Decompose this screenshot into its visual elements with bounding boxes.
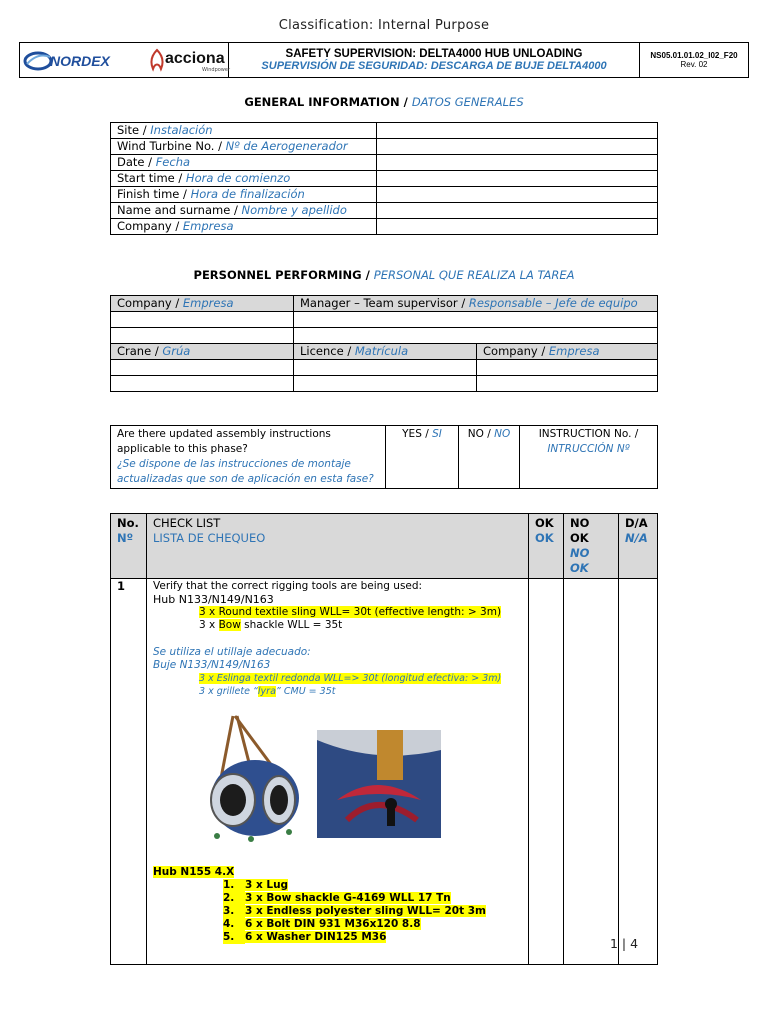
- personnel-title: [0, 268, 768, 282]
- general-info-label-es: Empresa: [182, 219, 234, 233]
- general-info-row: [111, 123, 658, 139]
- general-info-title: [0, 95, 768, 109]
- col-nook-header: NO OK NO OK: [564, 514, 619, 579]
- general-info-row: [111, 155, 658, 171]
- manager-entry-1[interactable]: [294, 312, 658, 328]
- item-sling-en: 3 x Round textile sling WLL= 30t (effective length: > 3m): [199, 606, 502, 618]
- general-info-label-es: Fecha: [155, 155, 191, 169]
- acciona-logo-text: acciona: [165, 50, 225, 67]
- n155-item-text: 3 x Lug: [245, 879, 289, 891]
- personnel-title-en: PERSONNEL PERFORMING /: [193, 268, 370, 282]
- n155-list-item: [153, 879, 522, 892]
- general-info-table: [110, 122, 658, 235]
- company-entry-1[interactable]: [111, 312, 294, 328]
- general-info-row: [111, 203, 658, 219]
- item-nook-cell[interactable]: [564, 579, 619, 965]
- general-info-title-en: GENERAL INFORMATION /: [244, 95, 408, 109]
- assembly-question-es: ¿Se dispone de las instrucciones de montaje actualizadas que son de aplicación en esta fase?: [117, 458, 374, 485]
- general-info-label-en: Finish time /: [117, 187, 187, 201]
- page-number: 1 | 4: [610, 936, 639, 951]
- item-content: Verify that the correct rigging tools are being used: Hub N133/N149/N163 3 x Round textile sling WLL= 30t (effective length: > 3m) 3 x Bow shackle WLL = 35t Se utiliza el utillaje adecuado: Buje N133/N149/N163 3 x Eslinga textil redonda WLL=> 30t (longitud efectiva: > 3m) 3 x grillete “lyra” CMU = 35t Hub N155 4.X 1. 3 x Lug 2. 3 x Bow shackle G-4169 WLL 17 Tn 3. 3 x Endless polyester sling WLL= 20t 3m 4. 6 x Bolt DIN 931 M36x120 8.8 5. 6 x Washer DIN125 M36: [147, 579, 529, 965]
- instruction-number-en: INSTRUCTION No. /: [538, 428, 639, 440]
- general-info-row: [111, 219, 658, 235]
- n155-item-text: 6 x Bolt DIN 931 M36x120 8.8: [245, 918, 421, 930]
- n155-title: Hub N155 4.X: [153, 866, 235, 878]
- general-info-value[interactable]: [377, 187, 658, 203]
- personnel-table: [110, 295, 658, 392]
- acciona-logo-icon: [148, 48, 166, 72]
- item-number: 1: [111, 579, 147, 965]
- n155-item-number: 2.: [223, 892, 245, 905]
- document-header: [19, 42, 749, 78]
- general-info-value[interactable]: [377, 139, 658, 155]
- general-info-label-en: Wind Turbine No. /: [117, 139, 222, 153]
- n155-item-number: 5.: [223, 931, 245, 944]
- yes-option[interactable]: YES / SI: [386, 426, 459, 489]
- instruction-number-es: INTRUCCIÓN Nº: [547, 443, 630, 455]
- company-entry-2[interactable]: [111, 328, 294, 344]
- general-info-label: [111, 123, 377, 139]
- crane-entry-1[interactable]: [111, 360, 294, 376]
- n155-item-number: 3.: [223, 905, 245, 918]
- crane-header: Crane / Grúa: [111, 344, 294, 360]
- n155-item-number: 1.: [223, 879, 245, 892]
- general-info-label: [111, 171, 377, 187]
- classification-label: Classification: Internal Purpose: [278, 18, 490, 33]
- header-title-cell: [229, 43, 640, 78]
- general-info-title-es: DATOS GENERALES: [411, 95, 524, 109]
- general-info-value[interactable]: [377, 203, 658, 219]
- general-info-label-es: Instalación: [150, 123, 213, 137]
- n155-list-item: [153, 918, 522, 931]
- assembly-instructions-table: [110, 425, 658, 489]
- title-english: SAFETY SUPERVISION: DELTA4000 HUB UNLOADING: [285, 48, 583, 60]
- n155-item-text: 6 x Washer DIN125 M36: [245, 931, 387, 943]
- general-info-label: [111, 155, 377, 171]
- company-header: Company / Empresa: [111, 296, 294, 312]
- manager-header: Manager – Team supervisor / Responsable – Jefe de equipo: [294, 296, 658, 312]
- doc-code-cell: [640, 43, 749, 78]
- company2-entry-1[interactable]: [477, 360, 658, 376]
- item-ok-cell[interactable]: [529, 579, 564, 965]
- n155-item-text: 3 x Bow shackle G-4169 WLL 17 Tn: [245, 892, 451, 904]
- col-no-header: No. Nº: [111, 514, 147, 579]
- general-info-value[interactable]: [377, 123, 658, 139]
- licence-header: Licence / Matrícula: [294, 344, 477, 360]
- general-info-label-en: Site /: [117, 123, 147, 137]
- manager-entry-2[interactable]: [294, 328, 658, 344]
- general-info-label-en: Start time /: [117, 171, 183, 185]
- item-bow-highlight: Bow: [218, 619, 241, 631]
- licence-entry-2[interactable]: [294, 376, 477, 392]
- n155-list: [153, 879, 522, 944]
- n155-list-item: [153, 892, 522, 905]
- item-da-cell[interactable]: [619, 579, 658, 965]
- n155-list-item: [153, 931, 522, 944]
- item-text-es-1: Se utiliza el utillaje adecuado:: [153, 646, 311, 658]
- general-info-label-es: Nº de Aerogenerador: [225, 139, 348, 153]
- general-info-label: [111, 219, 377, 235]
- assembly-question: [111, 426, 386, 489]
- general-info-label: [111, 139, 377, 155]
- col-ok-header: OK OK: [529, 514, 564, 579]
- item-sling-es: 3 x Eslinga textil redonda WLL=> 30t (longitud efectiva: > 3m): [199, 673, 502, 684]
- company2-entry-2[interactable]: [477, 376, 658, 392]
- n155-item-number: 4.: [223, 918, 245, 931]
- general-info-value[interactable]: [377, 155, 658, 171]
- general-info-label-es: Hora de comienzo: [185, 171, 291, 185]
- general-info-label-en: Company /: [117, 219, 180, 233]
- hub-rigging-image: [203, 708, 303, 843]
- assembly-question-en: Are there updated assembly instructions applicable to this phase?: [117, 428, 331, 455]
- general-info-label: [111, 203, 377, 219]
- n155-item-text: 3 x Endless polyester sling WLL= 20t 3m: [245, 905, 486, 917]
- shackle-closeup-image: [317, 730, 441, 838]
- general-info-label-en: Date /: [117, 155, 153, 169]
- item-text-en-2: Hub N133/N149/N163: [153, 593, 274, 606]
- crane-entry-2[interactable]: [111, 376, 294, 392]
- item-text-en-1: Verify that the correct rigging tools are being used:: [153, 580, 423, 592]
- item-text-es-2: Buje N133/N149/N163: [153, 659, 271, 671]
- general-info-row: [111, 187, 658, 203]
- acciona-logo-subtext: Windpower: [202, 67, 231, 73]
- general-info-value[interactable]: [377, 219, 658, 235]
- general-info-label-en: Name and surname /: [117, 203, 238, 217]
- general-info-label-es: Hora de finalización: [190, 187, 305, 201]
- company2-header: Company / Empresa: [477, 344, 658, 360]
- n155-list-item: [153, 905, 522, 918]
- item-lyra-highlight: lyra: [257, 686, 276, 697]
- instruction-number[interactable]: [520, 426, 658, 489]
- revision: Rev. 02: [680, 60, 708, 69]
- general-info-label: [111, 187, 377, 203]
- personnel-title-es: PERSONAL QUE REALIZA LA TAREA: [373, 268, 575, 282]
- nordex-logo-text: NORDEX: [50, 53, 110, 69]
- nordex-logo-icon: [23, 50, 53, 72]
- general-info-label-es: Nombre y apellido: [241, 203, 347, 217]
- general-info-row: [111, 139, 658, 155]
- general-info-value[interactable]: [377, 171, 658, 187]
- general-info-row: [111, 171, 658, 187]
- licence-entry-1[interactable]: [294, 360, 477, 376]
- logos-cell: [20, 43, 229, 78]
- no-option[interactable]: NO / NO: [459, 426, 520, 489]
- col-da-header: D/A N/A: [619, 514, 658, 579]
- checklist-table: [110, 513, 658, 965]
- doc-code: NS05.01.01.02_I02_F20: [650, 51, 738, 60]
- col-checklist-header: CHECK LIST LISTA DE CHEQUEO: [147, 514, 529, 579]
- title-spanish: SUPERVISIÓN DE SEGURIDAD: DESCARGA DE BUJE DELTA4000: [261, 60, 607, 72]
